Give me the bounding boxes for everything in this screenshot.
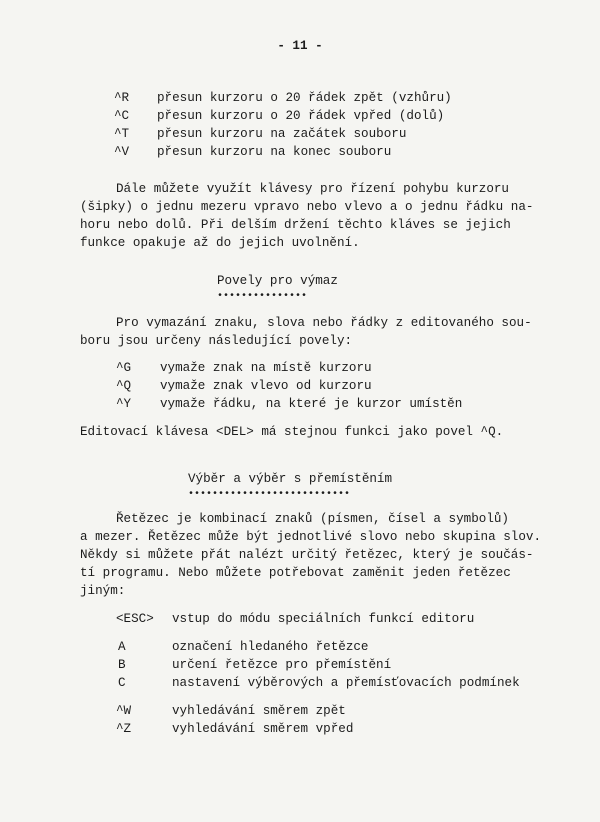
command-desc: přesun kurzoru o 20 řádek zpět (vzhůru) — [157, 91, 452, 105]
page-number: - 11 - — [277, 39, 323, 53]
command-desc: vyhledávání směrem zpět — [172, 704, 346, 718]
command-desc: nastavení výběrových a přemísťovacích podmínek — [172, 676, 520, 690]
section-heading-search: Výběr a výběr s přemístěním — [188, 472, 393, 486]
command-key: ^Z — [116, 722, 132, 736]
command-desc: vymaže znak vlevo od kurzoru — [160, 379, 372, 393]
heading-underline: ••••••••••••••••••••••••••• — [188, 489, 351, 500]
command-key: ^R — [114, 91, 130, 105]
command-desc: přesun kurzoru na konec souboru — [157, 145, 392, 159]
text-line: Někdy si můžete přát nalézt určitý řetězec, který je součás- — [80, 548, 534, 562]
command-desc: vymaže řádku, na které je kurzor umístěn — [160, 397, 463, 411]
text-line: tí programu. Nebo můžete potřebovat zaměnit jeden řetězec — [80, 566, 511, 580]
command-desc: určení řetězce pro přemístění — [172, 658, 392, 672]
command-key: ^C — [114, 109, 130, 123]
command-key: B — [118, 658, 126, 672]
command-key: A — [118, 640, 126, 654]
command-desc: vstup do módu speciálních funkcí editoru — [172, 612, 475, 626]
command-key: ^T — [114, 127, 130, 141]
text-line: funkce opakuje až do jejich uvolnění. — [80, 236, 360, 250]
command-key: <ESC> — [116, 612, 154, 626]
text-line: Dále můžete využít klávesy pro řízení pohybu kurzoru — [116, 182, 509, 196]
section-heading-delete: Povely pro výmaz — [217, 274, 338, 288]
text-line: horu nebo dolů. Při delším držení těchto kláves se jejich — [80, 218, 511, 232]
command-desc: označení hledaného řetězce — [172, 640, 369, 654]
text-line: jiným: — [80, 584, 126, 598]
text-line: a mezer. Řetězec může být jednotlivé slovo nebo skupina slov. — [80, 530, 542, 544]
command-key: ^Q — [116, 379, 132, 393]
text-line: Řetězec je kombinací znaků (písmen, čísel a symbolů) — [116, 512, 509, 526]
command-desc: vymaže znak na místě kurzoru — [160, 361, 372, 375]
command-key: ^G — [116, 361, 132, 375]
command-key: C — [118, 676, 126, 690]
text-line: Pro vymazání znaku, slova nebo řádky z editovaného sou- — [116, 316, 532, 330]
command-desc: přesun kurzoru na začátek souboru — [157, 127, 407, 141]
heading-underline: ••••••••••••••• — [217, 291, 308, 302]
command-key: ^Y — [116, 397, 132, 411]
text-line: (šipky) o jednu mezeru vpravo nebo vlevo a o jednu řádku na- — [80, 200, 534, 214]
command-desc: přesun kurzoru o 20 řádek vpřed (dolů) — [157, 109, 445, 123]
text-line: boru jsou určeny následující povely: — [80, 334, 353, 348]
del-key-note: Editovací klávesa <DEL> má stejnou funkci jako povel ^Q. — [80, 425, 504, 439]
command-key: ^V — [114, 145, 130, 159]
command-desc: vyhledávání směrem vpřed — [172, 722, 354, 736]
command-key: ^W — [116, 704, 132, 718]
